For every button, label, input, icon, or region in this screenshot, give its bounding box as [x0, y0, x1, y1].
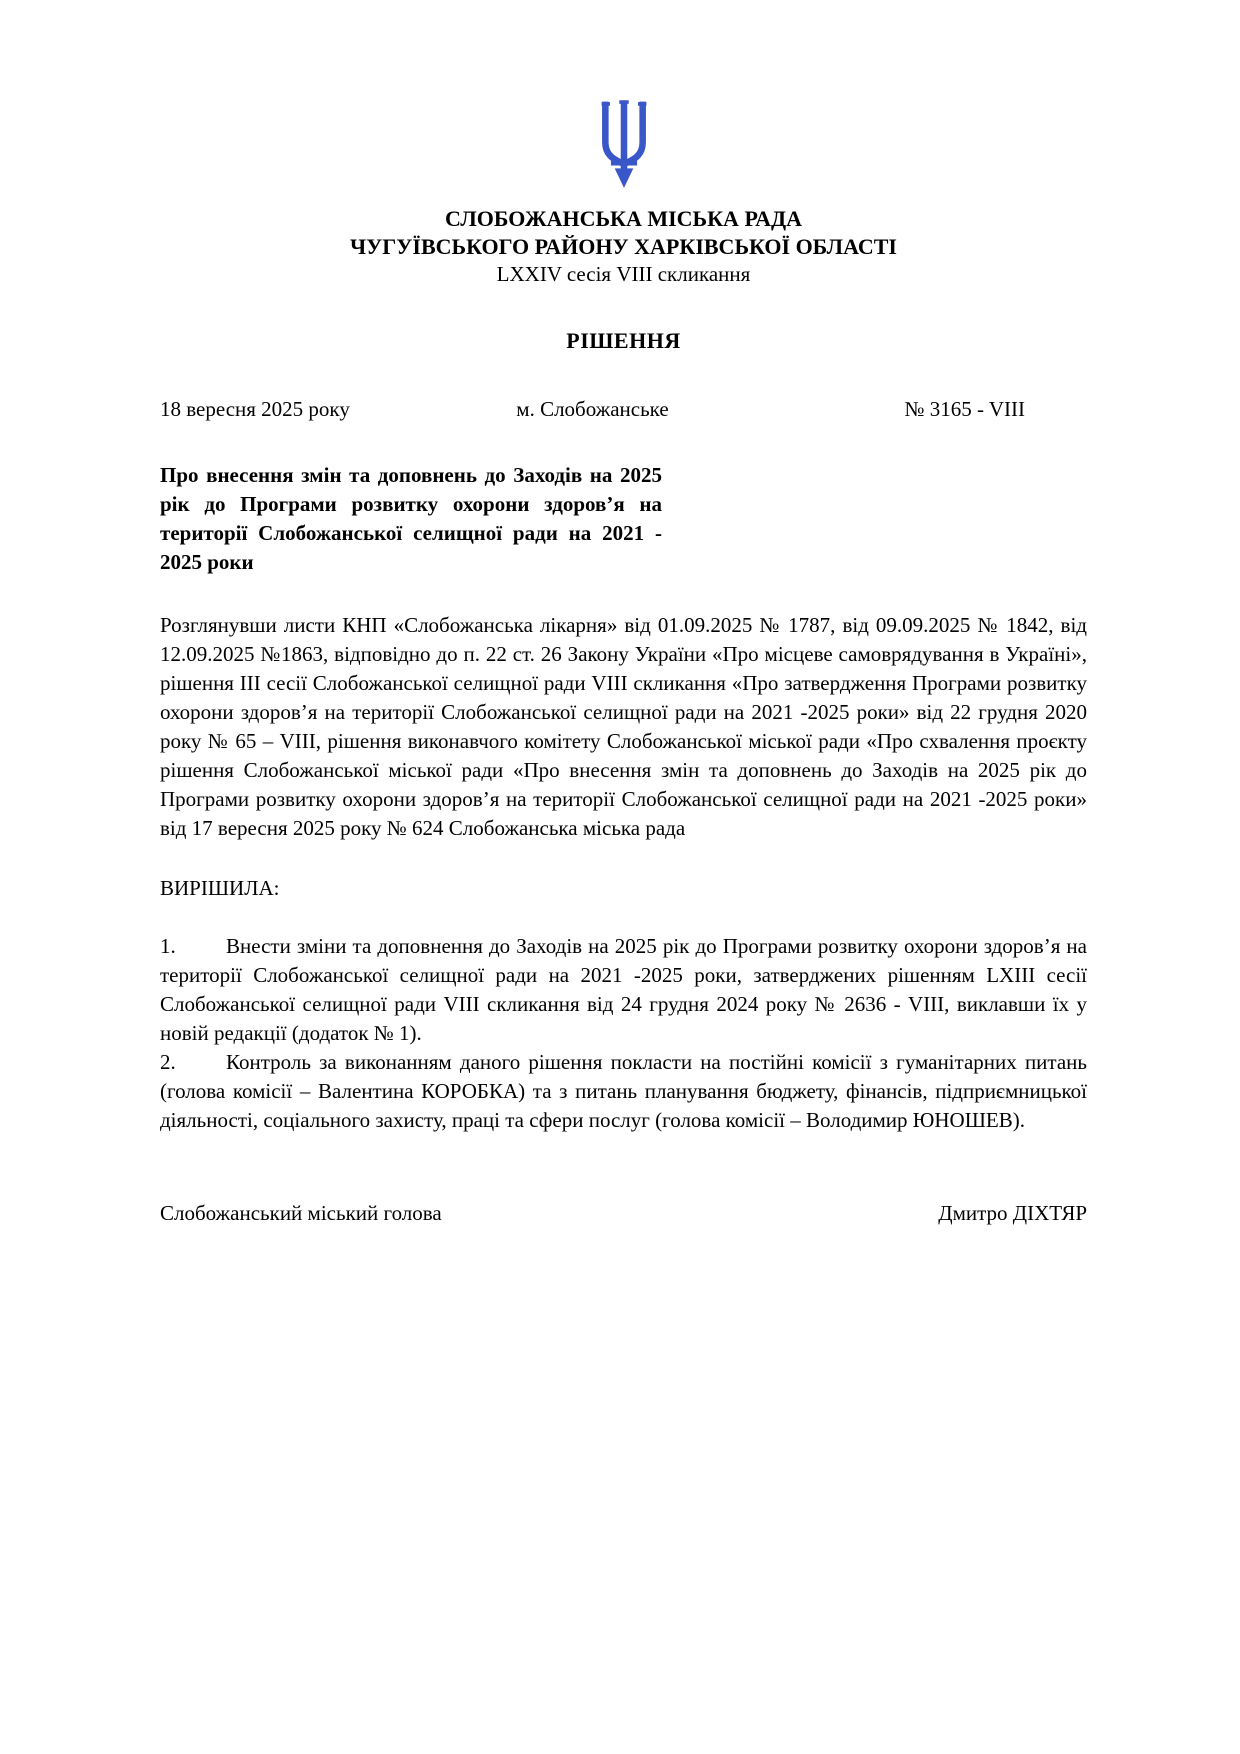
- item-text: Контроль за виконанням даного рішення покласти на постійні комісії з гуманітарних питань (голова комісії – Валентина КОРОБКА) та з питань планування бюджету, фінансів, підприємницької діяльності, соціального захисту, праці та сфери послуг (голова комісії – Володимир ЮНОШЕВ).: [160, 1050, 1087, 1132]
- meta-row: [160, 396, 1087, 423]
- document-title: РІШЕННЯ: [566, 328, 681, 353]
- session-info: LXXIV сесія VIII скликання: [496, 262, 751, 286]
- resolution-item-2: [160, 1048, 1087, 1135]
- document-number: № 3165 - VIII: [904, 397, 1025, 421]
- signature-row: [160, 1200, 1087, 1227]
- signer-position: Слобожанський міський голова: [160, 1201, 442, 1225]
- district-name: ЧУГУЇВСЬКОГО РАЙОНУ ХАРКІВСЬКОЇ ОБЛАСТІ: [349, 234, 897, 259]
- signer-name: Дмитро ДІХТЯР: [938, 1201, 1087, 1225]
- preamble-paragraph: Розглянувши листи КНП «Слобожанська лікарня» від 01.09.2025 № 1787, від 09.09.2025 № 1842, від 12.09.2025 №1863, відповідно до п. 22 ст. 26 Закону України «Про місцеве самоврядування в Україні», рішення ІІІ сесії Слобожанської селищної ради VIII скликання «Про затвердження Програми розвитку охорони здоров’я на території Слобожанської селищної ради на 2021 -2025 роки» від 22 грудня 2020 року № 65 – VIII, рішення виконавчого комітету Слобожанської міської ради «Про схвалення проєкту рішення Слобожанської міської ради «Про внесення змін та доповнень до Заходів на 2025 рік до Програми розвитку охорони здоров’я на території Слобожанської селищної ради на 2021 -2025 роки» від 17 вересня 2025 року № 624 Слобожанська міська рада: [160, 613, 1087, 840]
- item-text: Внести зміни та доповнення до Заходів на 2025 рік до Програми розвитку охорони здоров’я на території Слобожанської селищної ради на 2021 -2025 роки, затверджених рішенням LXIII сесії Слобожанської селищної ради VIII скликання від 24 грудня 2024 року № 2636 - VIII, виклавши їх у новій редакції (додаток № 1).: [160, 934, 1087, 1045]
- resolution-word: ВИРІШИЛА:: [160, 876, 280, 900]
- item-number: 1.: [160, 934, 176, 958]
- emblem-container: [160, 100, 1087, 195]
- resolution-item-1: [160, 932, 1087, 1048]
- document-place: м. Слобожанське: [516, 397, 669, 421]
- council-name: СЛОБОЖАНСЬКА МІСЬКА РАДА: [445, 206, 802, 231]
- subject-block: Про внесення змін та доповнень до Заходів на 2025 рік до Програми розвитку охорони здоров’я на території Слобожанської селищної ради на 2021 - 2025 роки: [160, 463, 662, 574]
- document-date: 18 вересня 2025 року: [160, 397, 350, 421]
- resolution-items: [160, 932, 1087, 1135]
- item-number: 2.: [160, 1050, 176, 1074]
- tryzub-icon: [596, 100, 652, 190]
